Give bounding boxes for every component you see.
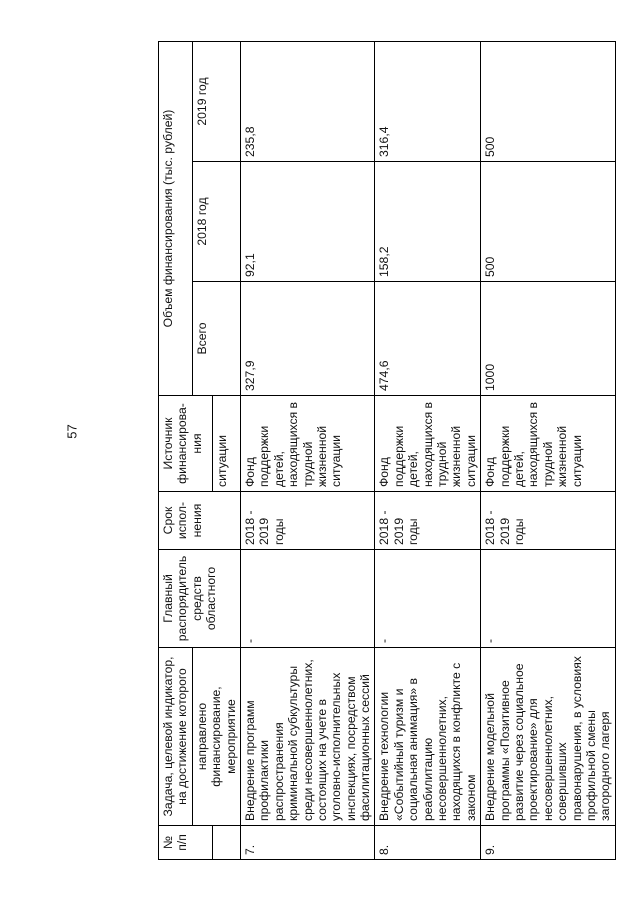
- row-source: Фонд поддержки детей, находящихся в трудной жизненной ситуации: [375, 396, 481, 492]
- header-manager: Главный распорядитель средств областного: [159, 550, 241, 648]
- header-num: № п/п: [159, 826, 213, 860]
- row-2019: 235,8: [240, 41, 375, 161]
- row-task: Внедрение модельной программы «Позитивное развитие через социальное проектирование» для несовершеннолетних, совершивших правонарушения, в условиях профильной смены загородного лагеря: [481, 648, 616, 826]
- row-number: 8.: [375, 826, 481, 860]
- row-total: 474,6: [375, 282, 481, 396]
- row-2019: 500: [481, 41, 616, 161]
- table-row: [481, 41, 616, 859]
- row-term: 2018 - 2019 годы: [375, 492, 481, 550]
- row-number: 9.: [481, 826, 616, 860]
- header-task-top: Задача, целевой индикатор, на достижение которого: [159, 648, 193, 826]
- row-task: Внедрение технологии «Событийный туризм и социальная анимация» в реабилитацию несовершеннолетних, находящихся в конфликте с законом: [375, 648, 481, 826]
- header-2019: 2019 год: [192, 41, 240, 161]
- header-term: Срок испол-нения: [159, 492, 241, 550]
- carry-over-text: ситуации: [213, 396, 241, 492]
- header-volume: Объем финансирования (тыс. рублей): [159, 41, 193, 395]
- row-2018: 500: [481, 162, 616, 282]
- row-2018: 92,1: [240, 162, 375, 282]
- row-number: 7.: [240, 826, 375, 860]
- header-2018: 2018 год: [192, 162, 240, 282]
- row-2019: 316,4: [375, 41, 481, 161]
- row-manager: -: [240, 550, 375, 648]
- row-source: Фонд поддержки детей, находящихся в трудной жизненной ситуации: [481, 396, 616, 492]
- row-manager: -: [375, 550, 481, 648]
- header-task-bottom: направлено финансирование, мероприятие: [192, 648, 240, 826]
- row-2018: 158,2: [375, 162, 481, 282]
- rotated-table-container: [158, 40, 613, 860]
- row-term: 2018 - 2019 годы: [481, 492, 616, 550]
- table-row: [240, 41, 375, 859]
- header-source: Источник финансирова-ния: [159, 396, 213, 492]
- row-source: Фонд поддержки детей, находящихся в трудной жизненной ситуации: [240, 396, 375, 492]
- row-task: Внедрение программ профилактики распространения криминальной субкультуры среди несовершеннолетних, состоящих на учете в уголовно-исполнительных инспекциях, посредством фасилитационных сессий: [240, 648, 375, 826]
- header-total: Всего: [192, 282, 240, 396]
- header-num-continuation: [213, 826, 241, 860]
- table-row: [375, 41, 481, 859]
- page-number: 57: [64, 424, 80, 439]
- row-total: 327,9: [240, 282, 375, 396]
- row-total: 1000: [481, 282, 616, 396]
- row-term: 2018 - 2019 годы: [240, 492, 375, 550]
- row-manager: -: [481, 550, 616, 648]
- financing-table: [158, 41, 616, 860]
